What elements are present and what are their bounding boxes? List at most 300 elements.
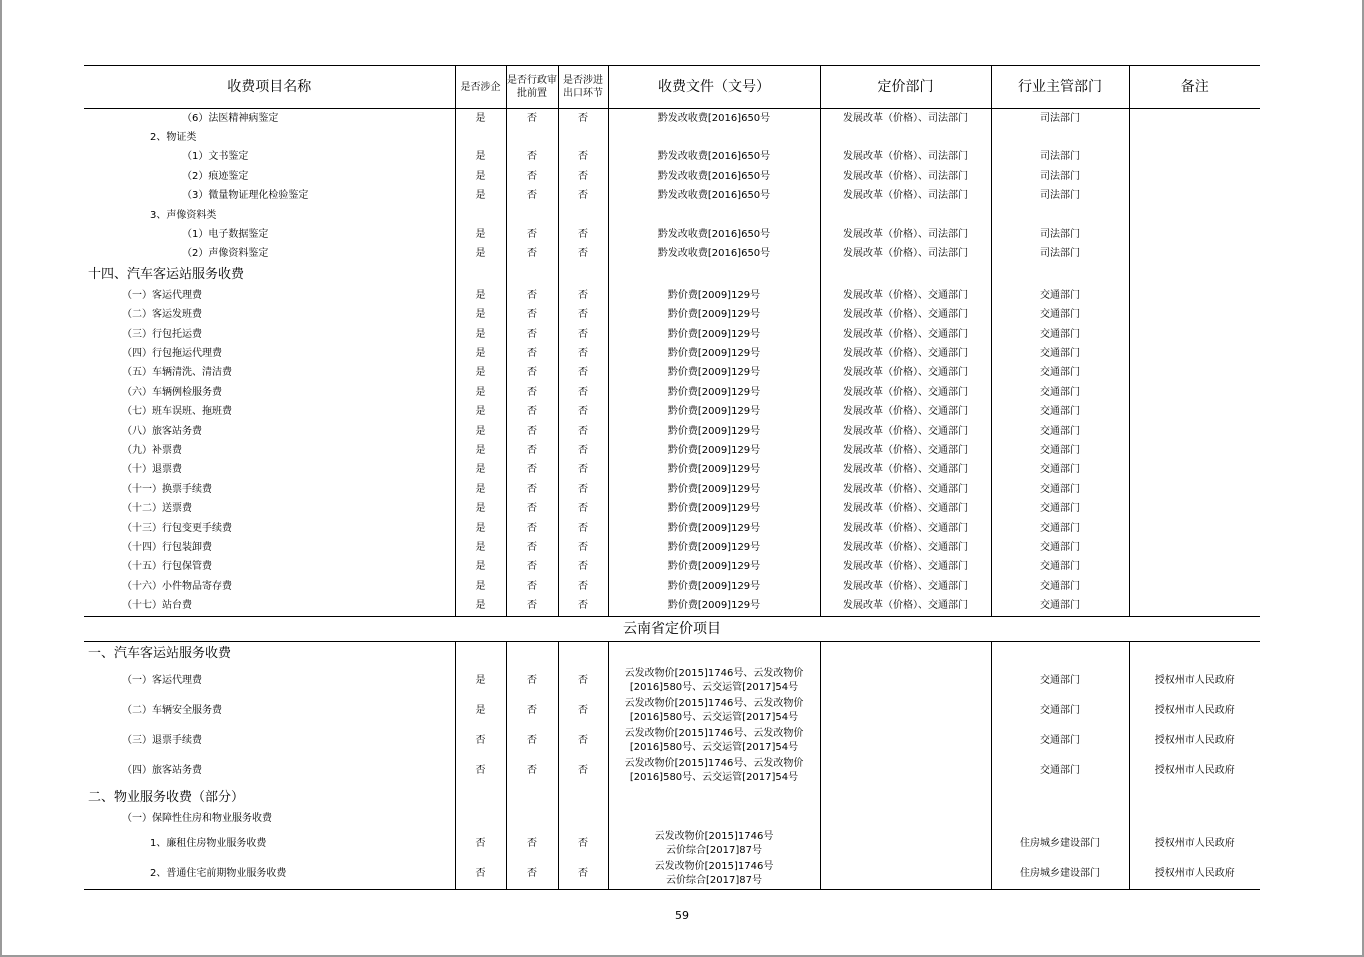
document-cell: 黔发改收费[2016]650号	[608, 245, 820, 264]
import-export-cell: 否	[558, 596, 608, 616]
enterprise-cell: 是	[455, 538, 506, 557]
import-export-cell: 否	[558, 109, 608, 129]
industry-dept-cell: 交通部门	[991, 441, 1129, 460]
item-name: （十二）送票费	[122, 503, 192, 515]
remark-cell: 授权州市人民政府	[1129, 696, 1260, 726]
remark-cell	[1129, 383, 1260, 402]
table-row	[84, 364, 1260, 383]
item-name: （1）文书鉴定	[182, 151, 249, 163]
import-export-cell: 否	[558, 325, 608, 344]
page-number: 59	[675, 909, 689, 922]
import-export-cell: 否	[558, 666, 608, 696]
industry-dept-cell: 交通部门	[991, 499, 1129, 518]
remark-cell	[1129, 206, 1260, 225]
pricing-dept-cell	[820, 206, 991, 225]
enterprise-cell: 是	[455, 109, 506, 129]
approval-cell: 否	[506, 344, 558, 363]
enterprise-cell: 否	[455, 829, 506, 859]
enterprise-cell	[455, 810, 506, 829]
table-row	[84, 225, 1260, 244]
approval-cell: 否	[506, 519, 558, 538]
enterprise-cell: 是	[455, 325, 506, 344]
table-row	[84, 422, 1260, 441]
import-export-cell: 否	[558, 245, 608, 264]
industry-dept-cell	[991, 128, 1129, 147]
import-export-cell	[558, 641, 608, 666]
table-row	[84, 325, 1260, 344]
pricing-dept-cell: 发展改革（价格）、交通部门	[820, 499, 991, 518]
remark-cell	[1129, 402, 1260, 421]
document-cell	[608, 786, 820, 810]
enterprise-cell: 是	[455, 245, 506, 264]
approval-cell: 否	[506, 538, 558, 557]
import-export-cell: 否	[558, 859, 608, 890]
pricing-dept-cell: 发展改革（价格）、交通部门	[820, 441, 991, 460]
approval-cell: 否	[506, 577, 558, 596]
approval-cell: 否	[506, 558, 558, 577]
table-body	[84, 109, 1260, 890]
enterprise-cell: 是	[455, 402, 506, 421]
industry-dept-cell: 交通部门	[991, 726, 1129, 756]
pricing-dept-cell: 发展改革（价格）、交通部门	[820, 538, 991, 557]
document-cell: 黔价费[2009]129号	[608, 364, 820, 383]
industry-dept-cell: 住房城乡建设部门	[991, 829, 1129, 859]
remark-cell	[1129, 225, 1260, 244]
item-name: （1）电子数据鉴定	[182, 229, 269, 241]
document-cell: 黔价费[2009]129号	[608, 538, 820, 557]
import-export-cell: 否	[558, 696, 608, 726]
remark-cell: 授权州市人民政府	[1129, 726, 1260, 756]
remark-cell	[1129, 596, 1260, 616]
remark-cell	[1129, 499, 1260, 518]
table-row	[84, 461, 1260, 480]
document-cell: 黔价费[2009]129号	[608, 344, 820, 363]
enterprise-cell: 是	[455, 480, 506, 499]
document-cell: 黔发改收费[2016]650号	[608, 167, 820, 186]
pricing-dept-cell: 发展改革（价格）、交通部门	[820, 325, 991, 344]
industry-dept-cell: 交通部门	[991, 286, 1129, 305]
enterprise-cell: 是	[455, 167, 506, 186]
import-export-cell	[558, 810, 608, 829]
table-row	[84, 696, 1260, 726]
item-name: 2、普通住宅前期物业服务收费	[84, 859, 455, 890]
item-name: 2、物证类	[150, 132, 197, 144]
item-name: （2）声像资料鉴定	[182, 248, 269, 260]
approval-cell: 否	[506, 726, 558, 756]
table-row	[84, 402, 1260, 421]
approval-cell: 否	[506, 187, 558, 206]
section-row	[84, 264, 1260, 286]
enterprise-cell: 是	[455, 344, 506, 363]
table-row	[84, 306, 1260, 325]
enterprise-cell: 否	[455, 756, 506, 786]
industry-dept-cell: 交通部门	[991, 596, 1129, 616]
pricing-dept-cell: 发展改革（价格）、司法部门	[820, 187, 991, 206]
header-import-export: 是否涉进出口环节	[558, 66, 608, 109]
table-row	[84, 480, 1260, 499]
document-cell: 黔发改收费[2016]650号	[608, 187, 820, 206]
document-cell: 黔价费[2009]129号	[608, 441, 820, 460]
industry-dept-cell: 交通部门	[991, 696, 1129, 726]
document-cell: 云发改物价[2015]1746号 云价综合[2017]87号	[608, 859, 820, 890]
pricing-dept-cell	[820, 128, 991, 147]
header-pricing-dept: 定价部门	[820, 66, 991, 109]
import-export-cell: 否	[558, 167, 608, 186]
import-export-cell: 否	[558, 187, 608, 206]
approval-cell: 否	[506, 148, 558, 167]
remark-cell	[1129, 538, 1260, 557]
remark-cell	[1129, 148, 1260, 167]
approval-cell: 否	[506, 109, 558, 129]
item-name: （四）行包拖运代理费	[122, 347, 222, 359]
item-name: （十七）站台费	[122, 600, 192, 612]
table-row	[84, 726, 1260, 756]
section-band	[84, 616, 1260, 641]
pricing-dept-cell	[820, 756, 991, 786]
approval-cell: 否	[506, 829, 558, 859]
pricing-dept-cell	[820, 696, 991, 726]
document-cell: 黔发改收费[2016]650号	[608, 109, 820, 129]
industry-dept-cell: 司法部门	[991, 148, 1129, 167]
pricing-dept-cell	[820, 666, 991, 696]
import-export-cell: 否	[558, 829, 608, 859]
item-name: （6）法医精神病鉴定	[182, 112, 279, 124]
import-export-cell: 否	[558, 538, 608, 557]
remark-cell	[1129, 810, 1260, 829]
industry-dept-cell: 交通部门	[991, 306, 1129, 325]
document-cell	[608, 206, 820, 225]
industry-dept-cell: 交通部门	[991, 577, 1129, 596]
industry-dept-cell: 交通部门	[991, 666, 1129, 696]
industry-dept-cell: 司法部门	[991, 245, 1129, 264]
remark-cell	[1129, 641, 1260, 666]
approval-cell: 否	[506, 364, 558, 383]
import-export-cell: 否	[558, 756, 608, 786]
enterprise-cell: 是	[455, 364, 506, 383]
import-export-cell: 否	[558, 577, 608, 596]
approval-cell	[506, 206, 558, 225]
table-row	[84, 577, 1260, 596]
remark-cell	[1129, 264, 1260, 286]
industry-dept-cell	[991, 206, 1129, 225]
approval-cell: 否	[506, 596, 558, 616]
pricing-dept-cell: 发展改革（价格）、交通部门	[820, 364, 991, 383]
item-name: （一）保障性住房和物业服务收费	[122, 813, 272, 825]
document-cell	[608, 128, 820, 147]
pricing-dept-cell: 发展改革（价格）、交通部门	[820, 286, 991, 305]
pricing-dept-cell: 发展改革（价格）、司法部门	[820, 245, 991, 264]
enterprise-cell	[455, 206, 506, 225]
table-row	[84, 756, 1260, 786]
enterprise-cell: 是	[455, 306, 506, 325]
enterprise-cell: 是	[455, 461, 506, 480]
item-name: （二）客运发班费	[122, 309, 202, 321]
pricing-dept-cell: 发展改革（价格）、交通部门	[820, 577, 991, 596]
document-cell: 云发改物价[2015]1746号、云发改物价[2016]580号、云交运管[2017]54号	[608, 696, 820, 726]
approval-cell	[506, 264, 558, 286]
item-name: （四）旅客站务费	[122, 764, 202, 776]
remark-cell	[1129, 325, 1260, 344]
enterprise-cell: 是	[455, 577, 506, 596]
enterprise-cell	[455, 264, 506, 286]
approval-cell: 否	[506, 286, 558, 305]
enterprise-cell: 是	[455, 666, 506, 696]
remark-cell: 授权州市人民政府	[1129, 756, 1260, 786]
document-cell: 黔发改收费[2016]650号	[608, 225, 820, 244]
item-name: （七）班车误班、拖班费	[122, 406, 232, 418]
document-cell: 黔价费[2009]129号	[608, 499, 820, 518]
document-cell: 黔价费[2009]129号	[608, 558, 820, 577]
table-row	[84, 829, 1260, 859]
document-cell: 黔价费[2009]129号	[608, 325, 820, 344]
remark-cell	[1129, 109, 1260, 129]
import-export-cell: 否	[558, 519, 608, 538]
industry-dept-cell	[991, 786, 1129, 810]
table-header	[84, 66, 1260, 109]
industry-dept-cell: 司法部门	[991, 225, 1129, 244]
remark-cell: 授权州市人民政府	[1129, 829, 1260, 859]
pricing-dept-cell: 发展改革（价格）、交通部门	[820, 519, 991, 538]
item-name: （三）行包托运费	[122, 328, 202, 340]
pricing-dept-cell	[820, 264, 991, 286]
header-approval: 是否行政审批前置	[506, 66, 558, 109]
remark-cell	[1129, 577, 1260, 596]
table-row	[84, 109, 1260, 129]
item-name: 十四、汽车客运站服务收费	[88, 267, 245, 283]
item-name: （3）微量物证理化检验鉴定	[182, 190, 309, 202]
industry-dept-cell: 交通部门	[991, 558, 1129, 577]
import-export-cell: 否	[558, 558, 608, 577]
document-cell: 云发改物价[2015]1746号、云发改物价[2016]580号、云交运管[2017]54号	[608, 666, 820, 696]
pricing-dept-cell: 发展改革（价格）、交通部门	[820, 461, 991, 480]
import-export-cell: 否	[558, 402, 608, 421]
import-export-cell	[558, 264, 608, 286]
fee-table	[84, 65, 1260, 890]
industry-dept-cell: 司法部门	[991, 167, 1129, 186]
pricing-dept-cell: 发展改革（价格）、司法部门	[820, 225, 991, 244]
document-cell: 黔价费[2009]129号	[608, 519, 820, 538]
pricing-dept-cell: 发展改革（价格）、司法部门	[820, 109, 991, 129]
import-export-cell: 否	[558, 286, 608, 305]
group-row	[84, 128, 1260, 147]
enterprise-cell: 是	[455, 696, 506, 726]
remark-cell	[1129, 422, 1260, 441]
approval-cell: 否	[506, 245, 558, 264]
approval-cell: 否	[506, 306, 558, 325]
table-row	[84, 558, 1260, 577]
section-row	[84, 641, 1260, 666]
remark-cell: 授权州市人民政府	[1129, 666, 1260, 696]
item-name: （十三）行包变更手续费	[122, 522, 232, 534]
industry-dept-cell: 司法部门	[991, 187, 1129, 206]
table-row	[84, 245, 1260, 264]
enterprise-cell: 是	[455, 441, 506, 460]
remark-cell	[1129, 245, 1260, 264]
industry-dept-cell: 交通部门	[991, 364, 1129, 383]
table-row	[84, 596, 1260, 616]
table-row	[84, 286, 1260, 305]
remark-cell	[1129, 187, 1260, 206]
approval-cell: 否	[506, 422, 558, 441]
approval-cell	[506, 786, 558, 810]
document-cell: 云发改物价[2015]1746号、云发改物价[2016]580号、云交运管[2017]54号	[608, 726, 820, 756]
enterprise-cell: 否	[455, 859, 506, 890]
remark-cell: 授权州市人民政府	[1129, 859, 1260, 890]
enterprise-cell: 是	[455, 187, 506, 206]
header-name: 收费项目名称	[84, 66, 455, 109]
approval-cell: 否	[506, 480, 558, 499]
enterprise-cell	[455, 786, 506, 810]
industry-dept-cell: 交通部门	[991, 402, 1129, 421]
item-name: （一）客运代理费	[122, 289, 202, 301]
enterprise-cell	[455, 128, 506, 147]
document-cell	[608, 264, 820, 286]
import-export-cell: 否	[558, 306, 608, 325]
approval-cell: 否	[506, 402, 558, 421]
approval-cell: 否	[506, 859, 558, 890]
document-cell: 黔价费[2009]129号	[608, 286, 820, 305]
table-row	[84, 148, 1260, 167]
group-row	[84, 206, 1260, 225]
approval-cell: 否	[506, 383, 558, 402]
industry-dept-cell: 交通部门	[991, 344, 1129, 363]
industry-dept-cell: 交通部门	[991, 461, 1129, 480]
import-export-cell	[558, 786, 608, 810]
document-cell: 黔价费[2009]129号	[608, 577, 820, 596]
remark-cell	[1129, 344, 1260, 363]
approval-cell	[506, 641, 558, 666]
import-export-cell: 否	[558, 225, 608, 244]
item-name: 二、物业服务收费（部分）	[88, 789, 245, 805]
item-name: 3、声像资料类	[150, 209, 217, 221]
remark-cell	[1129, 786, 1260, 810]
remark-cell	[1129, 519, 1260, 538]
import-export-cell: 否	[558, 499, 608, 518]
enterprise-cell: 是	[455, 286, 506, 305]
table-row	[84, 187, 1260, 206]
import-export-cell	[558, 206, 608, 225]
import-export-cell: 否	[558, 344, 608, 363]
industry-dept-cell	[991, 641, 1129, 666]
import-export-cell: 否	[558, 461, 608, 480]
pricing-dept-cell: 发展改革（价格）、交通部门	[820, 306, 991, 325]
import-export-cell: 否	[558, 148, 608, 167]
table-row	[84, 519, 1260, 538]
section-row	[84, 786, 1260, 810]
approval-cell: 否	[506, 696, 558, 726]
import-export-cell: 否	[558, 383, 608, 402]
document-cell	[608, 810, 820, 829]
import-export-cell: 否	[558, 364, 608, 383]
page-left-border	[0, 0, 2, 957]
pricing-dept-cell: 发展改革（价格）、交通部门	[820, 596, 991, 616]
table-row	[84, 383, 1260, 402]
item-name: （八）旅客站务费	[122, 425, 202, 437]
document-cell: 云发改物价[2015]1746号、云发改物价[2016]580号、云交运管[2017]54号	[608, 756, 820, 786]
industry-dept-cell	[991, 264, 1129, 286]
item-name: （十五）行包保管费	[122, 561, 212, 573]
enterprise-cell: 是	[455, 225, 506, 244]
header-industry-dept: 行业主管部门	[991, 66, 1129, 109]
industry-dept-cell: 交通部门	[991, 325, 1129, 344]
item-name: （五）车辆清洗、清洁费	[122, 367, 232, 379]
table-row	[84, 538, 1260, 557]
item-name: （六）车辆例检服务费	[122, 386, 222, 398]
industry-dept-cell	[991, 810, 1129, 829]
enterprise-cell: 是	[455, 148, 506, 167]
approval-cell: 否	[506, 461, 558, 480]
header-document: 收费文件（文号）	[608, 66, 820, 109]
item-name: （十）退票费	[122, 464, 182, 476]
enterprise-cell	[455, 641, 506, 666]
industry-dept-cell: 交通部门	[991, 519, 1129, 538]
table-row	[84, 499, 1260, 518]
industry-dept-cell: 交通部门	[991, 538, 1129, 557]
pricing-dept-cell	[820, 829, 991, 859]
document-cell: 黔价费[2009]129号	[608, 402, 820, 421]
pricing-dept-cell: 发展改革（价格）、司法部门	[820, 167, 991, 186]
remark-cell	[1129, 306, 1260, 325]
import-export-cell: 否	[558, 726, 608, 756]
enterprise-cell: 是	[455, 519, 506, 538]
approval-cell: 否	[506, 167, 558, 186]
approval-cell	[506, 810, 558, 829]
header-remark: 备注	[1129, 66, 1260, 109]
approval-cell: 否	[506, 756, 558, 786]
enterprise-cell: 是	[455, 596, 506, 616]
pricing-dept-cell	[820, 726, 991, 756]
document-cell: 黔价费[2009]129号	[608, 306, 820, 325]
enterprise-cell: 否	[455, 726, 506, 756]
remark-cell	[1129, 480, 1260, 499]
approval-cell: 否	[506, 441, 558, 460]
industry-dept-cell: 司法部门	[991, 109, 1129, 129]
document-cell: 黔价费[2009]129号	[608, 480, 820, 499]
pricing-dept-cell	[820, 810, 991, 829]
industry-dept-cell: 交通部门	[991, 383, 1129, 402]
remark-cell	[1129, 461, 1260, 480]
enterprise-cell: 是	[455, 422, 506, 441]
approval-cell: 否	[506, 499, 558, 518]
remark-cell	[1129, 364, 1260, 383]
remark-cell	[1129, 441, 1260, 460]
remark-cell	[1129, 558, 1260, 577]
table-row	[84, 344, 1260, 363]
item-name: （三）退票手续费	[122, 734, 202, 746]
industry-dept-cell: 交通部门	[991, 756, 1129, 786]
document-cell: 黔价费[2009]129号	[608, 422, 820, 441]
pricing-dept-cell: 发展改革（价格）、交通部门	[820, 344, 991, 363]
item-name: 1、廉租住房物业服务收费	[150, 838, 267, 850]
import-export-cell: 否	[558, 441, 608, 460]
enterprise-cell: 是	[455, 558, 506, 577]
remark-cell	[1129, 167, 1260, 186]
group-row	[84, 810, 1260, 829]
fee-table-page	[84, 65, 1260, 890]
table-row	[84, 666, 1260, 696]
enterprise-cell: 是	[455, 499, 506, 518]
item-name: （十六）小件物品寄存费	[122, 580, 232, 592]
header-enterprise: 是否涉企	[455, 66, 506, 109]
item-name: （十一）换票手续费	[122, 483, 212, 495]
document-cell: 黔价费[2009]129号	[608, 596, 820, 616]
document-cell: 云发改物价[2015]1746号 云价综合[2017]87号	[608, 829, 820, 859]
item-name: （一）客运代理费	[122, 674, 202, 686]
pricing-dept-cell: 发展改革（价格）、司法部门	[820, 148, 991, 167]
table-row	[84, 167, 1260, 186]
import-export-cell: 否	[558, 480, 608, 499]
table-row	[84, 859, 1260, 890]
